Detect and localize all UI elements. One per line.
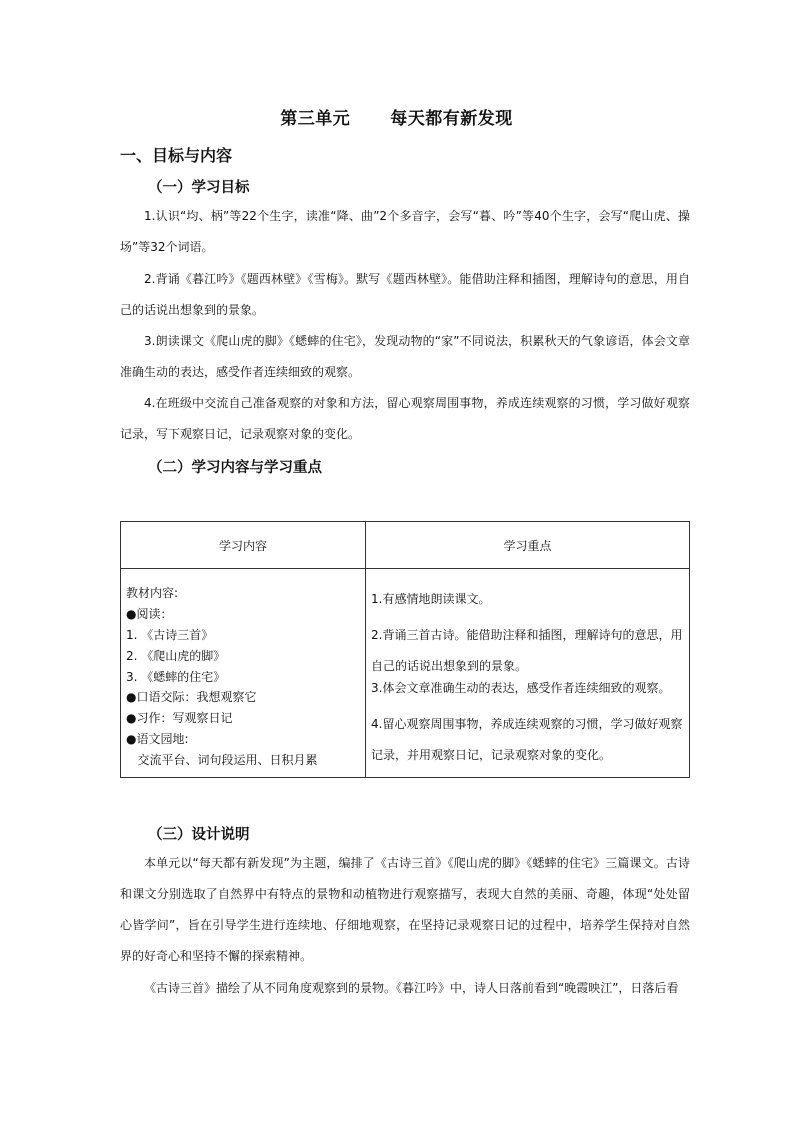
content-line: 教材内容:: [126, 586, 179, 601]
focus-point: 4.留心观察周围事物，养成连续观察的习惯，学习做好观察记录，并用观察日记，记录观察对象的变化。: [371, 717, 683, 762]
focus-cell: [366, 569, 690, 778]
content-line: ●习作：写观察日记: [126, 711, 233, 726]
content-focus-table: [120, 521, 690, 778]
content-line: 3. 《蟋蟀的住宅》: [126, 669, 226, 684]
design-paragraph-1: 本单元以“每天都有新发现”为主题，编排了《古诗三首》《爬山虎的脚》《蟋蟀的住宅》三篇课文。古诗和课文分别选取了自然界中有特点的景物和动植物进行观察描写，表现大自然的美丽、奇趣，体现“处处留心皆学问”，旨在引导学生进行连续地、仔细地观察，在坚持记录观察日记的过程中，培养学生保持对自然界的好奇心和坚持不懈的探索精神。: [120, 856, 690, 963]
table-header-row: [121, 522, 690, 569]
content-line: 2. 《爬山虎的脚》: [126, 648, 226, 663]
content-line: ●语文园地:: [126, 731, 189, 746]
content-line: 1. 《古诗三首》: [126, 628, 214, 642]
table-header-focus: 学习重点: [366, 522, 690, 569]
content-line: ●口语交际：我想观察它: [126, 690, 257, 705]
unit-label: 第三单元: [280, 109, 351, 129]
content-line: ●阅读：: [126, 607, 173, 622]
subheading-design-notes: （三）设计说明: [148, 827, 250, 843]
goal-item-3: 3.朗读课文《爬山虎的脚》《蟋蟀的住宅》，发现动物的“家”不同说法，积累秋天的气象谚语，体会文章准确生动的表达，感受作者连续细致的观察。: [120, 334, 690, 379]
focus-point: 3.体会文章准确生动的表达，感受作者连续细致的观察。: [371, 681, 671, 695]
focus-point: 1.有感情地朗读课文。: [371, 592, 491, 606]
content-line: 交流平台、词句段运用、日积月累: [126, 752, 318, 767]
goal-item-2: 2.背诵《暮江吟》《题西林壁》《雪梅》。默写《题西林壁》。能借助注释和插图，理解诗句的意思，用自己的话说出想象到的景象。: [120, 272, 690, 317]
subheading-learning-goals: （一）学习目标: [148, 180, 250, 196]
design-paragraph-2: 《古诗三首》描绘了从不同角度观察到的景物。《暮江吟》中，诗人日落前看到“晚霞映江”，日落后看: [144, 981, 679, 995]
table-row: [121, 569, 690, 778]
focus-point: 2.背诵三首古诗。能借助注释和插图，理解诗句的意思，用自己的话说出想象到的景象。: [371, 628, 683, 673]
unit-theme: 每天都有新发现: [390, 109, 513, 129]
content-cell: [121, 569, 366, 778]
subheading-content-focus: （二）学习内容与学习重点: [148, 460, 322, 476]
page-title: [0, 104, 793, 129]
goal-item-1: 1.认识“均、柄”等22个生字，读准“降、曲”2个多音字，会写“暮、吟”等40个生字，会写“爬山虎、操场”等32个词语。: [120, 209, 690, 254]
table-header-content: 学习内容: [121, 522, 366, 569]
goal-item-4: 4.在班级中交流自己准备观察的对象和方法，留心观察周围事物，养成连续观察的习惯，学习做好观察记录，写下观察日记，记录观察对象的变化。: [120, 396, 690, 441]
section-heading-goals-content: 一、目标与内容: [120, 146, 233, 165]
